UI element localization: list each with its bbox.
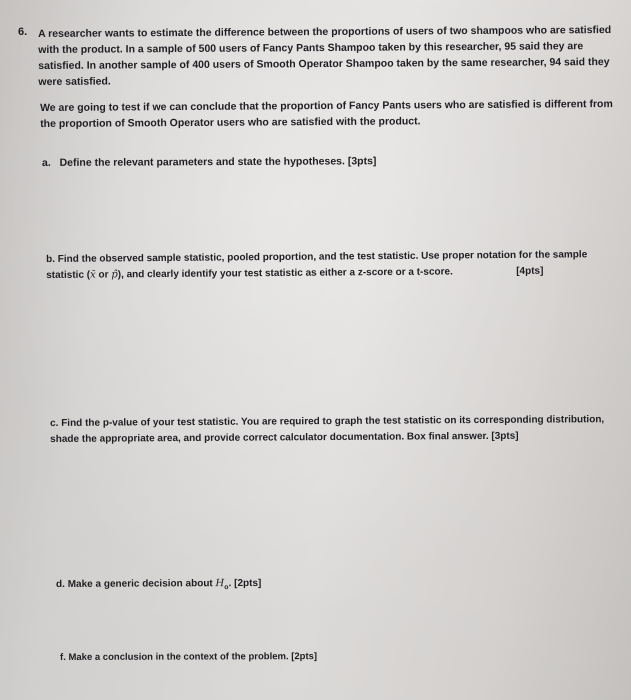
intro-line: with the product. In a sample of 500 users of Fancy Pants Shampoo taken by this researcher, 95 said they are xyxy=(38,40,584,56)
intro-line: were satisfied. xyxy=(38,75,111,88)
part-c-line1: c. Find the p-value of your test statistic. You are required to graph the test statistic on its corresponding distribution, xyxy=(50,414,605,429)
part-c xyxy=(50,412,620,448)
part-b-or: or xyxy=(95,269,112,281)
phat-symbol: p̂ xyxy=(111,269,118,281)
test-line: We are going to test if we can conclude that the proportion of Fancy Pants users who are satisfied is different from xyxy=(40,98,613,114)
part-a xyxy=(42,153,376,171)
part-f xyxy=(60,649,317,666)
part-d xyxy=(56,576,261,597)
part-c-line2: shade the appropriate area, and provide correct calculator documentation. Box final answer. [3pts] xyxy=(50,430,519,445)
part-b xyxy=(46,247,611,284)
part-b-line1: b. Find the observed sample statistic, pooled proportion, and the test statistic. Use proper notation for the sample xyxy=(46,249,588,265)
intro-line: A researcher wants to estimate the difference between the proportions of users of two shampoos who are satisfied xyxy=(38,23,612,40)
part-a-label: a. xyxy=(42,156,51,169)
part-b-points: [4pts] xyxy=(516,265,544,277)
question-number: 6. xyxy=(18,26,28,38)
part-f-text: f. Make a conclusion in the context of the problem. [2pts] xyxy=(60,651,318,663)
question-intro xyxy=(38,22,613,90)
h-null-subscript: o xyxy=(224,584,229,592)
test-line: the proportion of Smooth Operator users who are satisfied with the product. xyxy=(40,115,421,130)
xbar-symbol: x̄ xyxy=(90,269,96,281)
intro-line: satisfied. In another sample of 400 users of Smooth Operator Shampoo taken by the same researcher, 94 said they xyxy=(38,56,610,72)
part-d-post: . [2pts] xyxy=(228,577,262,590)
part-d-pre: d. Make a generic decision about xyxy=(56,578,216,590)
part-b-line2-post: ), and clearly identify your test statistic as either a z-score or a t-score. xyxy=(117,266,453,281)
h-null-symbol: H xyxy=(215,578,225,590)
test-statement xyxy=(40,96,615,132)
part-b-line2-pre: statistic ( xyxy=(46,269,91,281)
part-a-text: Define the relevant parameters and state the hypotheses. [3pts] xyxy=(59,155,377,169)
